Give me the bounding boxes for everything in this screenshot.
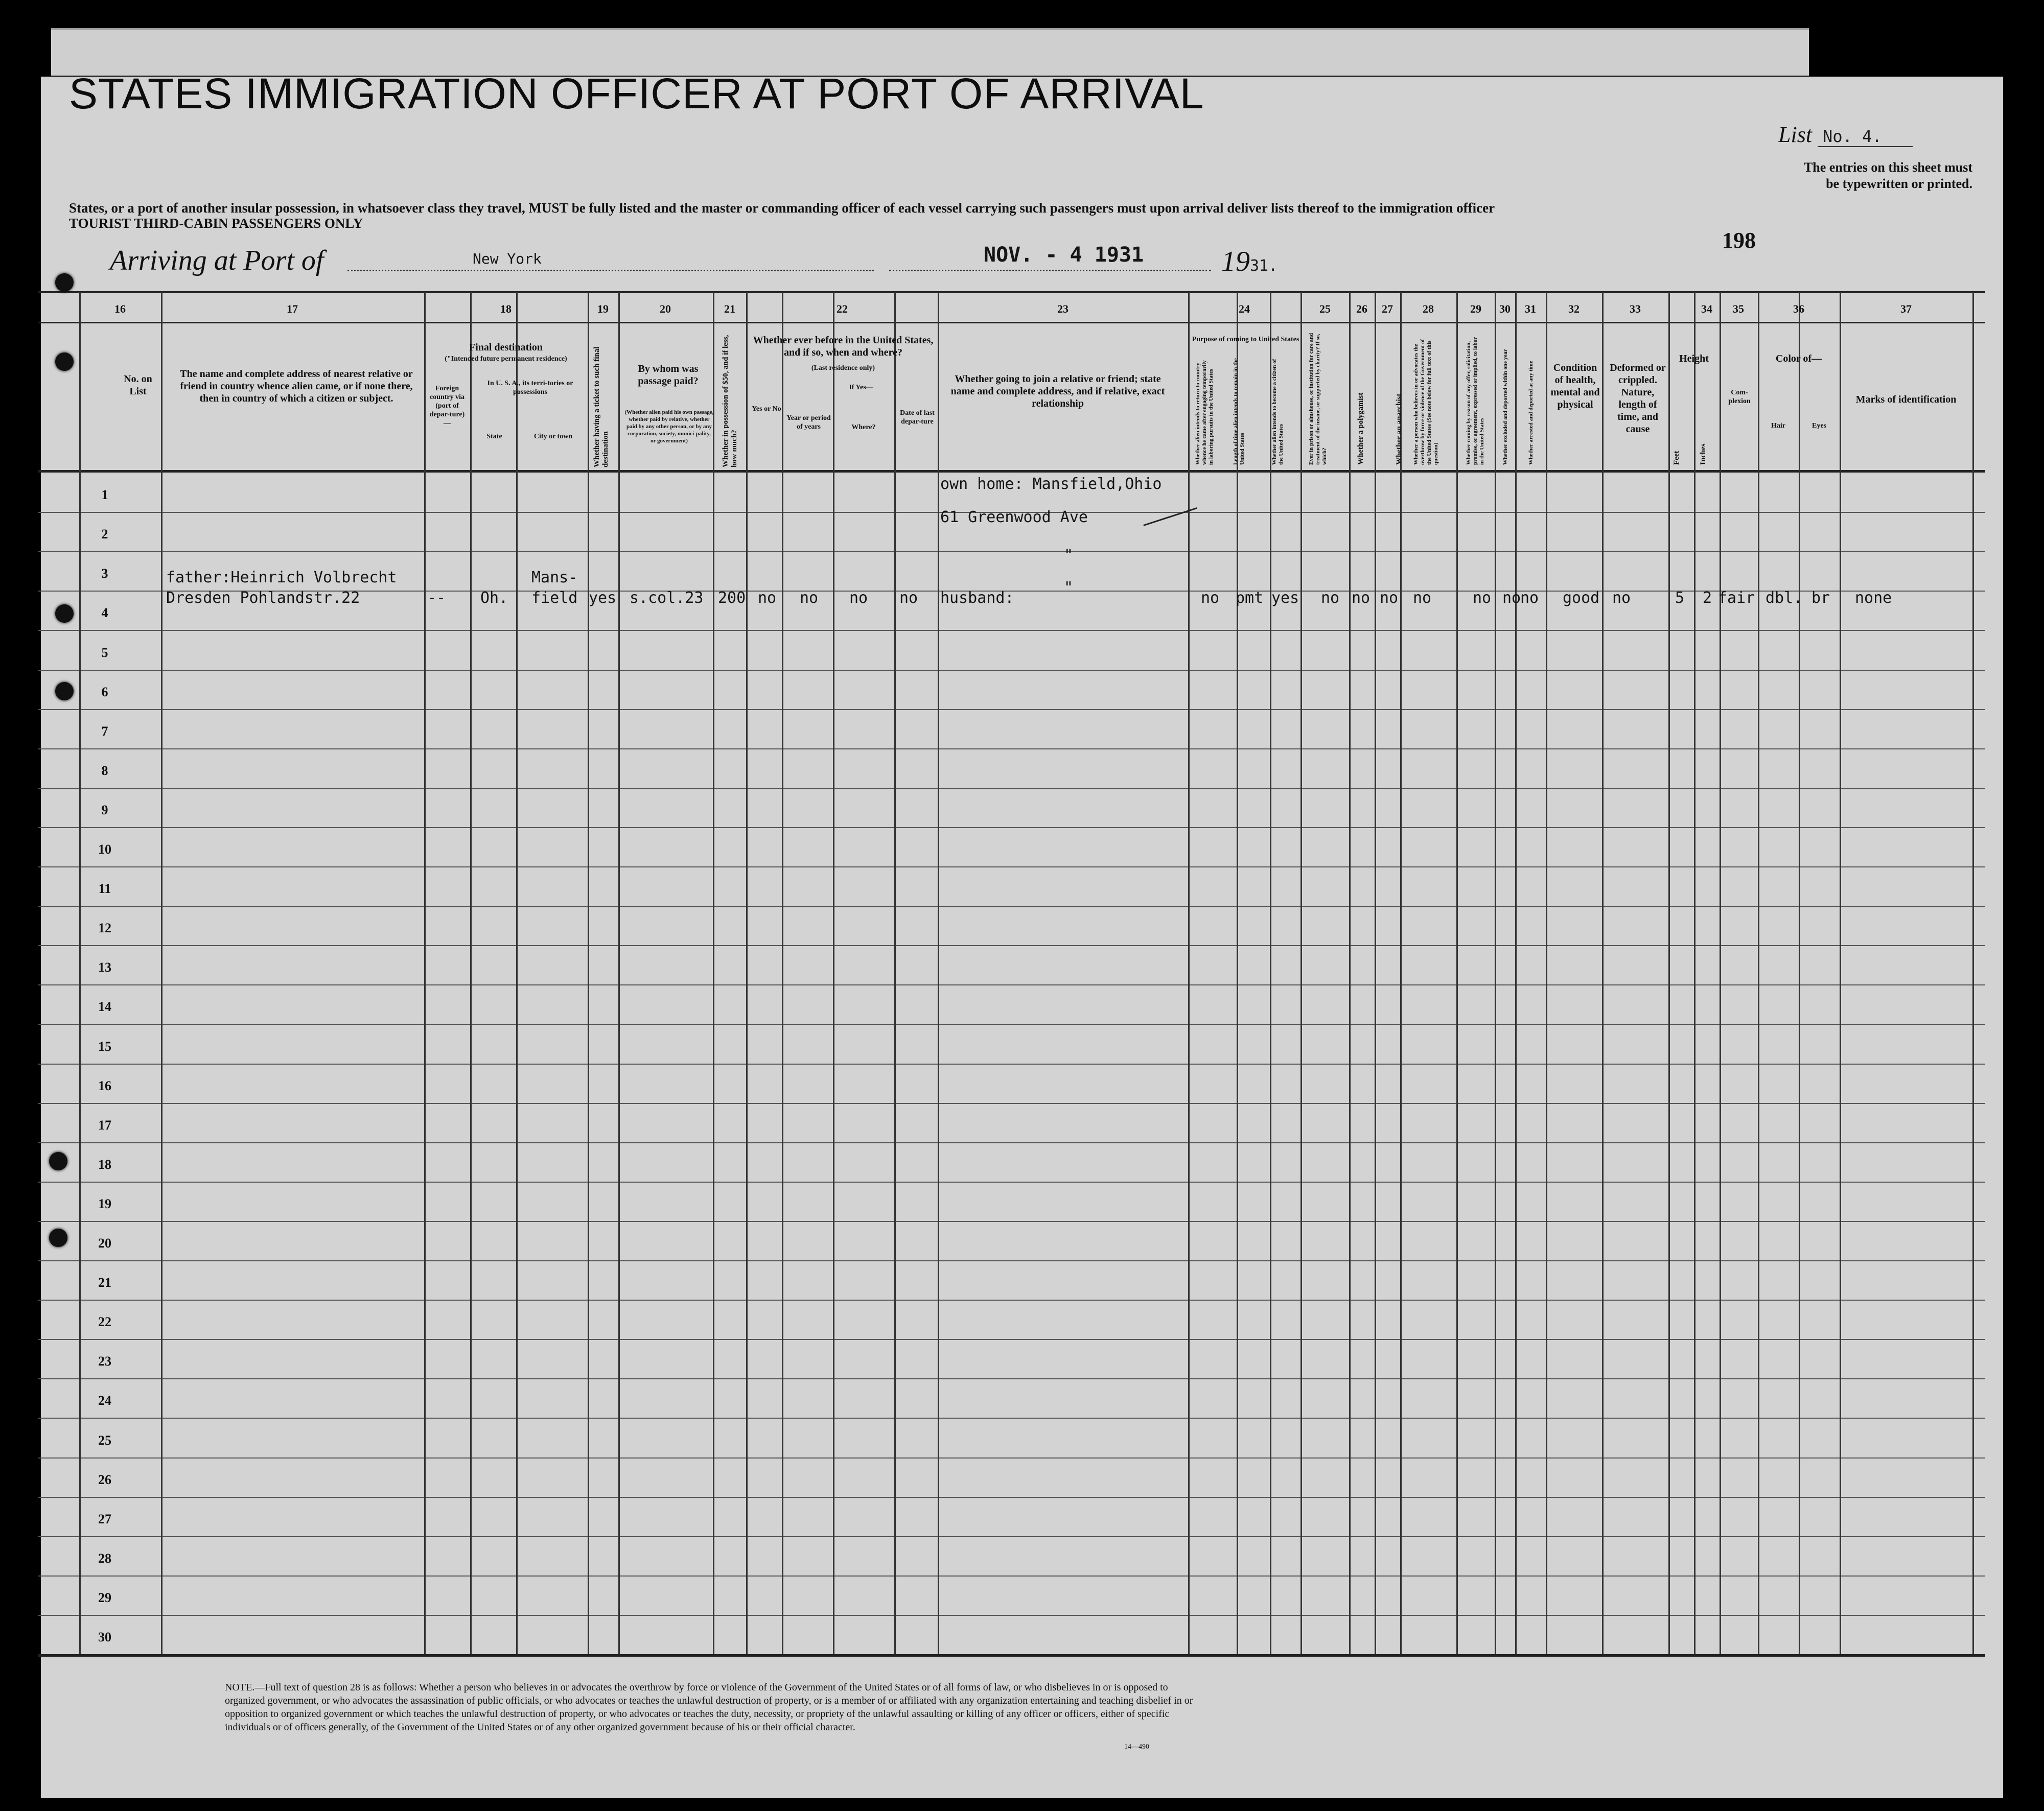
column-line xyxy=(782,292,783,1654)
column-number: 22 xyxy=(837,302,848,315)
row-line xyxy=(38,1418,1985,1419)
row-number: 7 xyxy=(101,723,108,739)
column-number: 30 xyxy=(1499,302,1511,315)
column-number: 29 xyxy=(1470,302,1481,315)
row-line xyxy=(38,709,1985,710)
row-line xyxy=(38,1221,1985,1222)
column-line xyxy=(1456,292,1458,1654)
entry-r3-foreign: -- xyxy=(427,589,446,607)
column-line xyxy=(588,292,589,1654)
header-subtitle: States, or a port of another insular possession, in whatsoever class they travel, MUST be fully listed and the master or commanding officer of each vessel carrying such passengers must upon arrival deliver lists thereof to the immigration officer xyxy=(69,200,1495,216)
column-number: 27 xyxy=(1382,302,1393,315)
column-line xyxy=(1237,292,1238,1654)
row-number: 13 xyxy=(98,960,111,975)
row-number: 24 xyxy=(98,1393,111,1408)
row-line xyxy=(38,1142,1985,1143)
row-number: 21 xyxy=(98,1275,111,1290)
header-feet: Feet xyxy=(1673,451,1681,465)
column-line xyxy=(1300,292,1302,1654)
header-excluded: Whether excluded and deported within one year xyxy=(1502,349,1508,465)
punch-hole xyxy=(49,1229,67,1247)
column-number: 32 xyxy=(1568,302,1580,315)
header-complexion: Com-plexion xyxy=(1728,389,1751,405)
entry-r3-ever-before: no xyxy=(758,589,777,607)
port-value: New York xyxy=(473,250,542,267)
grid-line-top xyxy=(38,291,1985,293)
entry-r3-city-2: field xyxy=(531,589,578,607)
row-number: 8 xyxy=(101,763,108,778)
row-line xyxy=(38,827,1985,828)
header-color: Color of— xyxy=(1775,353,1822,364)
entry-r3-marks: none xyxy=(1855,589,1892,607)
column-line xyxy=(894,292,896,1654)
header-passage-paid-sub: (Whether alien paid his own passage, whether paid by relative, whether paid by any other person, or by any corporation, society, munici-pality, or government) xyxy=(624,409,714,444)
entry-r3-complexion: fair xyxy=(1718,589,1755,607)
punch-hole xyxy=(55,604,74,623)
row-number: 22 xyxy=(98,1314,111,1330)
header-marks: Marks of identification xyxy=(1855,394,1957,405)
column-line xyxy=(1400,292,1402,1654)
column-line xyxy=(1546,292,1547,1654)
column-number: 24 xyxy=(1239,302,1250,315)
row-number: 17 xyxy=(98,1117,111,1133)
entry-r3-ditto: " xyxy=(1064,579,1074,597)
row-number: 5 xyxy=(101,645,108,660)
entry-r3-return: no xyxy=(1201,589,1220,607)
header-health: Condition of health, mental and physical xyxy=(1550,362,1600,410)
column-number: 36 xyxy=(1793,302,1804,315)
header-hair: Hair xyxy=(1771,422,1785,430)
header-if-yes: If Yes— xyxy=(849,384,873,391)
row-number: 25 xyxy=(98,1432,111,1448)
row-line xyxy=(38,748,1985,749)
header-date-departure: Date of last depar-ture xyxy=(900,409,935,426)
header-inches: Inches xyxy=(1699,443,1707,465)
column-number: 35 xyxy=(1733,302,1744,315)
row-line xyxy=(38,1457,1985,1459)
row-number: 3 xyxy=(101,566,108,581)
year-prefix: 19 xyxy=(1221,246,1250,277)
entry-r3-offer: no xyxy=(1473,589,1492,607)
column-line xyxy=(1188,292,1190,1654)
header-where: Where? xyxy=(851,424,876,431)
header-last-residence: (Last residence only) xyxy=(811,364,875,372)
column-line xyxy=(1840,292,1841,1654)
entry-r3-hair: dbl. xyxy=(1766,589,1803,607)
punch-hole xyxy=(49,1152,67,1170)
header-offer-labor: Whether coming by reason of any offer, solicitation, promise, or agreement, expressed or implied, to labor in the United States xyxy=(1466,337,1485,465)
row-line xyxy=(38,670,1985,671)
row-line xyxy=(38,906,1985,907)
header-in-usa: In U. S. A., its terri-tories or possessions xyxy=(487,380,573,396)
header-arrested: Whether arrested and deported at any time xyxy=(1528,361,1534,465)
header-eyes: Eyes xyxy=(1812,422,1826,430)
row-number: 4 xyxy=(101,605,108,621)
grid-line-colnums xyxy=(38,322,1985,323)
header-become-citizen: Whether alien intends to become a citizen of the United States xyxy=(1271,359,1284,465)
list-number xyxy=(1778,122,1913,148)
page-title: STATES IMMIGRATION OFFICER AT PORT OF ARRIVAL xyxy=(69,69,1204,117)
column-line xyxy=(1349,292,1351,1654)
column-line xyxy=(833,292,834,1654)
row-number: 30 xyxy=(98,1630,111,1644)
entry-r3-where: no xyxy=(849,589,868,607)
row-number: 20 xyxy=(98,1236,111,1251)
header-ticket: Whether having a ticket to such final destination xyxy=(593,346,610,467)
date-line xyxy=(889,270,1211,271)
column-line xyxy=(470,292,472,1654)
header-fifty-dollars: Whether in possession of $50, and if less, how much? xyxy=(722,335,738,467)
punch-hole xyxy=(55,352,74,371)
row-line xyxy=(38,1064,1985,1065)
column-number: 37 xyxy=(1900,302,1912,315)
entry-r3-health: good xyxy=(1563,589,1600,607)
column-number: 23 xyxy=(1057,302,1069,315)
header-yes-or-no: Yes or No xyxy=(752,405,781,413)
column-line xyxy=(1758,292,1759,1654)
row-line xyxy=(38,1103,1985,1104)
header-return-country: Whether alien intends to return to country whence he came after engaging temporarily in laboring pursuits in the United States xyxy=(1195,360,1214,465)
entries-note-1: The entries on this sheet must xyxy=(1803,160,1972,175)
column-number: 19 xyxy=(597,302,609,315)
grid-line-header-bottom xyxy=(38,470,1985,473)
date-stamp: NOV. - 4 1931 xyxy=(984,243,1144,267)
row-line xyxy=(38,866,1985,867)
punch-hole xyxy=(55,682,74,700)
column-line xyxy=(1694,292,1695,1654)
header-no-on-list: No. on List xyxy=(124,373,152,397)
entry-r3-excluded: no xyxy=(1502,589,1521,607)
header-deformed: Deformed or crippled. Nature, length of time, and cause xyxy=(1610,362,1666,435)
entries-note-2: be typewritten or printed. xyxy=(1826,176,1972,191)
arriving-label: Arriving at Port of xyxy=(110,245,324,276)
column-line xyxy=(1668,292,1670,1654)
column-line xyxy=(713,292,714,1654)
row-number: 9 xyxy=(101,802,108,817)
column-line xyxy=(1602,292,1604,1654)
row-number: 2 xyxy=(101,527,108,542)
entry-r3-city-1: Mans- xyxy=(531,569,578,586)
row-line xyxy=(38,1260,1985,1261)
entry-r3-anarchist: no xyxy=(1380,589,1399,607)
column-line xyxy=(424,292,426,1654)
row-line xyxy=(38,984,1985,985)
header-relative-address: The name and complete address of nearest relative or friend in country whence alien came, or if none there, then in country of which a citizen or subject. xyxy=(180,368,413,404)
entry-r3-relative-name: father:Heinrich Volbrecht xyxy=(166,569,397,586)
column-line xyxy=(516,292,518,1654)
entry-r3-polygamist: no xyxy=(1352,589,1371,607)
column-line xyxy=(938,292,939,1654)
column-number: 21 xyxy=(724,302,735,315)
row-line xyxy=(38,945,1985,946)
entry-r3-feet: 5 xyxy=(1675,589,1685,607)
row-line xyxy=(38,1575,1985,1577)
column-number: 34 xyxy=(1701,302,1712,315)
row-line xyxy=(38,1378,1985,1379)
row-line xyxy=(38,1300,1985,1301)
entry-r1-destination: own home: Mansfield,Ohio xyxy=(940,475,1162,493)
row-line xyxy=(38,551,1985,552)
entry-r3-departure: no xyxy=(899,589,918,607)
header-length-stay: Length of time alien intends to remain in the United States xyxy=(1233,358,1245,465)
entry-r3-arrested: no xyxy=(1520,589,1539,607)
row-number: 19 xyxy=(98,1196,111,1211)
row-number: 23 xyxy=(98,1354,111,1369)
row-number: 12 xyxy=(98,921,111,936)
header-final-destination: Final destination xyxy=(469,342,543,353)
row-number: 10 xyxy=(98,842,111,857)
row-line xyxy=(38,1339,1985,1340)
row-line xyxy=(38,630,1985,631)
column-line xyxy=(1270,292,1271,1654)
form-number: 14—490 xyxy=(1124,1743,1149,1751)
header-anarchist: Whether an anarchist xyxy=(1395,393,1403,465)
column-number: 33 xyxy=(1630,302,1641,315)
entry-r3-state: Oh. xyxy=(480,589,508,607)
port-line xyxy=(347,270,874,271)
entry-r3-eyes: br xyxy=(1811,589,1830,607)
row-number: 29 xyxy=(98,1590,111,1605)
header-join-relative: Whether going to join a relative or friend; state name and complete address, and if relative, exact relationship xyxy=(950,373,1165,409)
column-line xyxy=(1799,292,1800,1654)
row-number: 6 xyxy=(101,684,108,699)
column-number: 25 xyxy=(1319,302,1331,315)
row-number: 11 xyxy=(98,881,111,897)
row-line xyxy=(38,788,1985,789)
entry-r3-relationship: husband: xyxy=(940,589,1014,607)
entry-r3-money: 200 xyxy=(718,589,746,607)
row-number: 27 xyxy=(98,1511,111,1526)
header-polygamist: Whether a polygamist xyxy=(1357,392,1365,465)
entry-r3-length: pmt xyxy=(1236,589,1264,607)
row-number: 1 xyxy=(101,487,108,503)
row-number: 14 xyxy=(98,999,111,1015)
header-city: City or town xyxy=(533,433,573,440)
column-number: 17 xyxy=(287,302,298,315)
sheet-number: 198 xyxy=(1722,228,1756,253)
year-suffix: 31. xyxy=(1250,257,1278,275)
column-number: 20 xyxy=(660,302,671,315)
punch-hole xyxy=(55,273,74,292)
column-line xyxy=(1972,292,1974,1654)
column-line xyxy=(1515,292,1517,1654)
column-line xyxy=(1495,292,1496,1654)
entry-r2-ditto: " xyxy=(1064,547,1074,565)
row-number: 18 xyxy=(98,1157,111,1172)
header-year: Year or period of years xyxy=(786,414,831,431)
row-line xyxy=(38,1182,1985,1183)
year-field xyxy=(1221,245,1278,278)
entry-r3-year: no xyxy=(800,589,819,607)
row-line xyxy=(38,1497,1985,1498)
header-height: Height xyxy=(1679,353,1709,364)
entry-r3-prison: no xyxy=(1321,589,1340,607)
entry-r3-inches: 2 xyxy=(1703,589,1712,607)
entry-r3-relative-address: Dresden Pohlandstr.22 xyxy=(166,589,360,607)
row-line xyxy=(38,1536,1985,1537)
column-number: 28 xyxy=(1423,302,1434,315)
list-number-value: No. 4. xyxy=(1818,127,1913,147)
column-line xyxy=(618,292,620,1654)
header-final-destination-sub: ("Intended future permanent residence) xyxy=(445,355,567,363)
header-ever-before: Whether ever before in the United States, and if so, when and where? xyxy=(753,335,934,358)
column-number: 31 xyxy=(1525,302,1536,315)
header-purpose: Purpose of coming to United States xyxy=(1192,336,1299,343)
column-line xyxy=(1720,292,1721,1654)
column-line xyxy=(161,292,162,1654)
entry-r3-deformed: no xyxy=(1612,589,1631,607)
row-line xyxy=(38,1615,1985,1616)
header-overthrow: Whether a person who believes in or advocates the overthrow by force or violence of the Government of the United States (See note below for full text of this question) xyxy=(1413,339,1439,465)
manifest-sheet xyxy=(41,77,2003,1798)
column-number: 18 xyxy=(500,302,512,315)
passenger-class: TOURIST THIRD-CABIN PASSENGERS ONLY xyxy=(69,216,363,231)
header-passage-paid: By whom was passage paid? xyxy=(638,363,699,387)
header-foreign-country: Foreign country via (port of depar-ture)— xyxy=(429,385,465,427)
entry-r3-passage: s.col.23 xyxy=(630,589,704,607)
entry-r3-ticket: yes xyxy=(589,589,617,607)
column-line xyxy=(1375,292,1376,1654)
row-line xyxy=(38,1024,1985,1025)
row-number: 16 xyxy=(98,1078,111,1093)
row-number: 15 xyxy=(98,1039,111,1054)
column-number: 26 xyxy=(1356,302,1367,315)
entry-r3-overthrow: no xyxy=(1413,589,1432,607)
footnote-question-28: NOTE.—Full text of question 28 is as follows: Whether a person who believes in or advocates the overthrow by force or violence of the Government of the United States or of all forms of law, or who disbelieves in or is opposed to organized government, or who advocates the assassination of public officials, or who advocates or teaches the unlawful destruction of property, or is a member of or affiliated with any organization entertaining and teaching disbelief in or opposition to organized government or which teaches the unlawful destruction of property, or who advocates or teaches the duty, necessity, or propriety of the unlawful assaulting or killing of any officer or officers, either of specific individuals or of officers generally, of the Government of the United States or of any other organized government because of his or their official character. xyxy=(225,1682,1193,1733)
list-label: List xyxy=(1778,122,1813,147)
row-number: 26 xyxy=(98,1472,111,1487)
grid-line-bottom xyxy=(38,1654,1985,1657)
row-number: 28 xyxy=(98,1550,111,1566)
header-prison: Ever in prison or almshouse, or institution for care and treatment of the insane, or supported by charity? If so, which? xyxy=(1308,333,1328,465)
entry-r2-destination: 61 Greenwood Ave xyxy=(940,508,1088,526)
header-state: State xyxy=(486,433,502,440)
column-line xyxy=(746,292,748,1654)
column-number: 16 xyxy=(114,302,126,315)
entry-r3-citizen: yes xyxy=(1271,589,1299,607)
